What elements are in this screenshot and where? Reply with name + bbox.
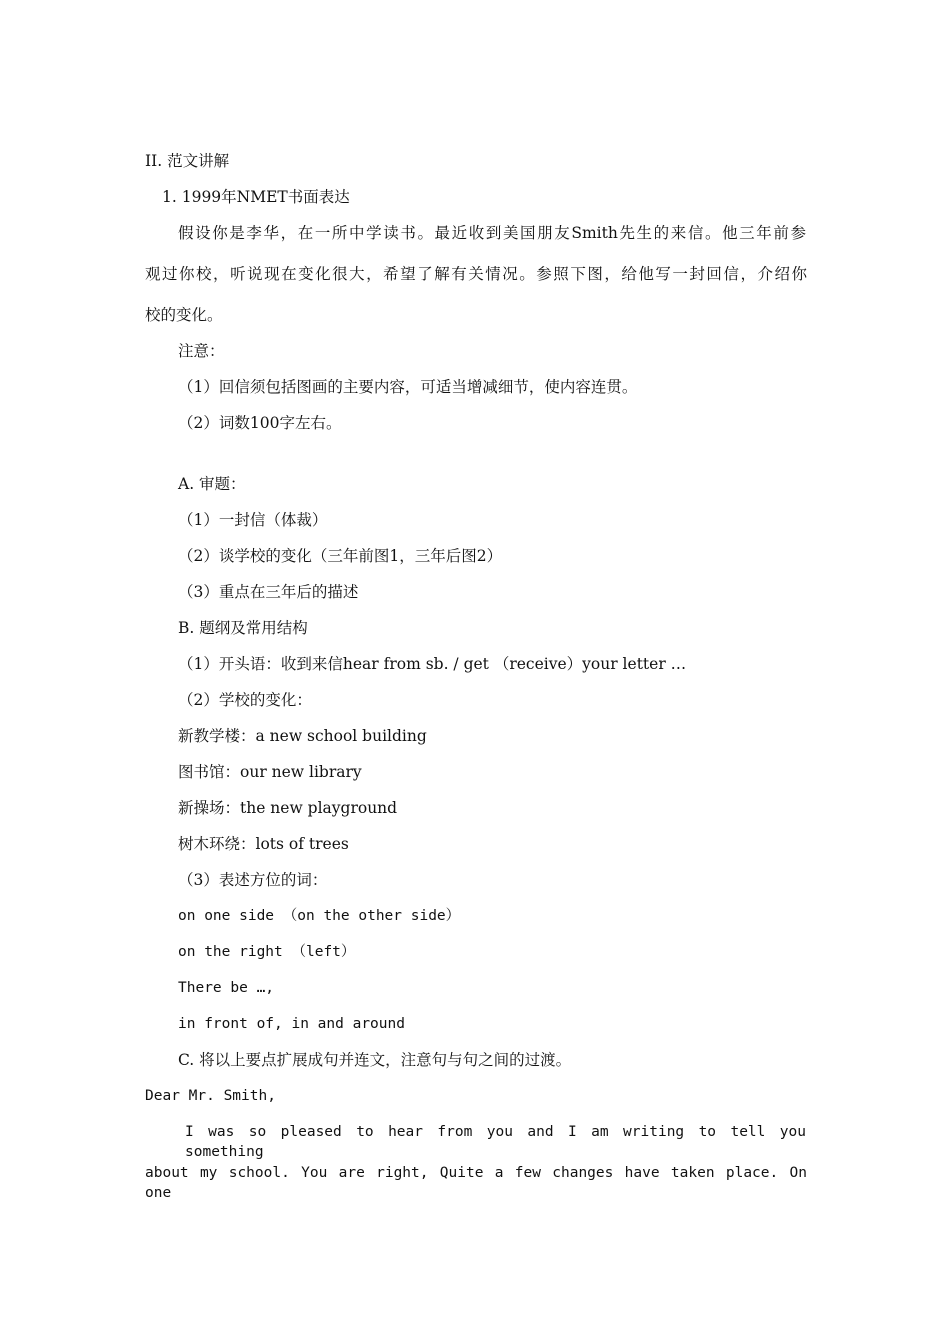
letter-greeting: Dear Mr. Smith,	[145, 1088, 276, 1104]
part-a-item-1: （1）一封信（体裁）	[178, 511, 328, 529]
notes-item-2: （2）词数100字左右。	[178, 414, 342, 432]
part-c-heading: C. 将以上要点扩展成句并连文，注意句与句之间的过渡。	[178, 1051, 572, 1069]
part-a-item-3: （3）重点在三年后的描述	[178, 583, 359, 601]
prompt-line-2: 观过你校，听说现在变化很大，希望了解有关情况。参照下图，给他写一封回信，介绍你	[145, 265, 807, 283]
letter-line-1: I was so pleased to hear from you and I am writing to tell you something	[185, 1124, 806, 1160]
part-b-item-10: There be …,	[178, 980, 275, 996]
notes-item-1: （1）回信须包括图画的主要内容，可适当增减细节，使内容连贯。	[178, 378, 638, 396]
part-b-item-3: 新教学楼：a new school building	[178, 727, 427, 745]
part-b-heading: B. 题纲及常用结构	[178, 619, 308, 637]
prompt-line-1: 假设你是李华，在一所中学读书。最近收到美国朋友Smith先生的来信。他三年前参	[178, 224, 806, 242]
part-b-item-2: （2）学校的变化：	[178, 691, 312, 709]
part-b-item-8: on one side （on the other side）	[178, 908, 461, 924]
part-b-item-9: on the right （left）	[178, 944, 356, 960]
item1-title: 1. 1999年NMET书面表达	[162, 188, 350, 206]
notes-heading: 注意：	[178, 342, 225, 360]
part-b-item-4: 图书馆：our new library	[178, 763, 362, 781]
part-b-item-1: （1）开头语：收到来信hear from sb. / get （receive）your letter …	[178, 655, 687, 673]
part-a-item-2: （2）谈学校的变化（三年前图1，三年后图2）	[178, 547, 503, 565]
part-b-item-11: in front of, in and around	[178, 1016, 405, 1032]
part-b-item-7: （3）表述方位的词：	[178, 871, 328, 889]
letter-line-2: about my school. You are right, Quite a few changes have taken place. On one	[145, 1165, 807, 1201]
part-b-item-6: 树木环绕：lots of trees	[178, 835, 349, 853]
prompt-line-3: 校的变化。	[145, 306, 223, 324]
part-a-heading: A. 审题：	[178, 475, 246, 493]
part-b-item-5: 新操场：the new playground	[178, 799, 398, 817]
section-title: II. 范文讲解	[145, 152, 230, 170]
